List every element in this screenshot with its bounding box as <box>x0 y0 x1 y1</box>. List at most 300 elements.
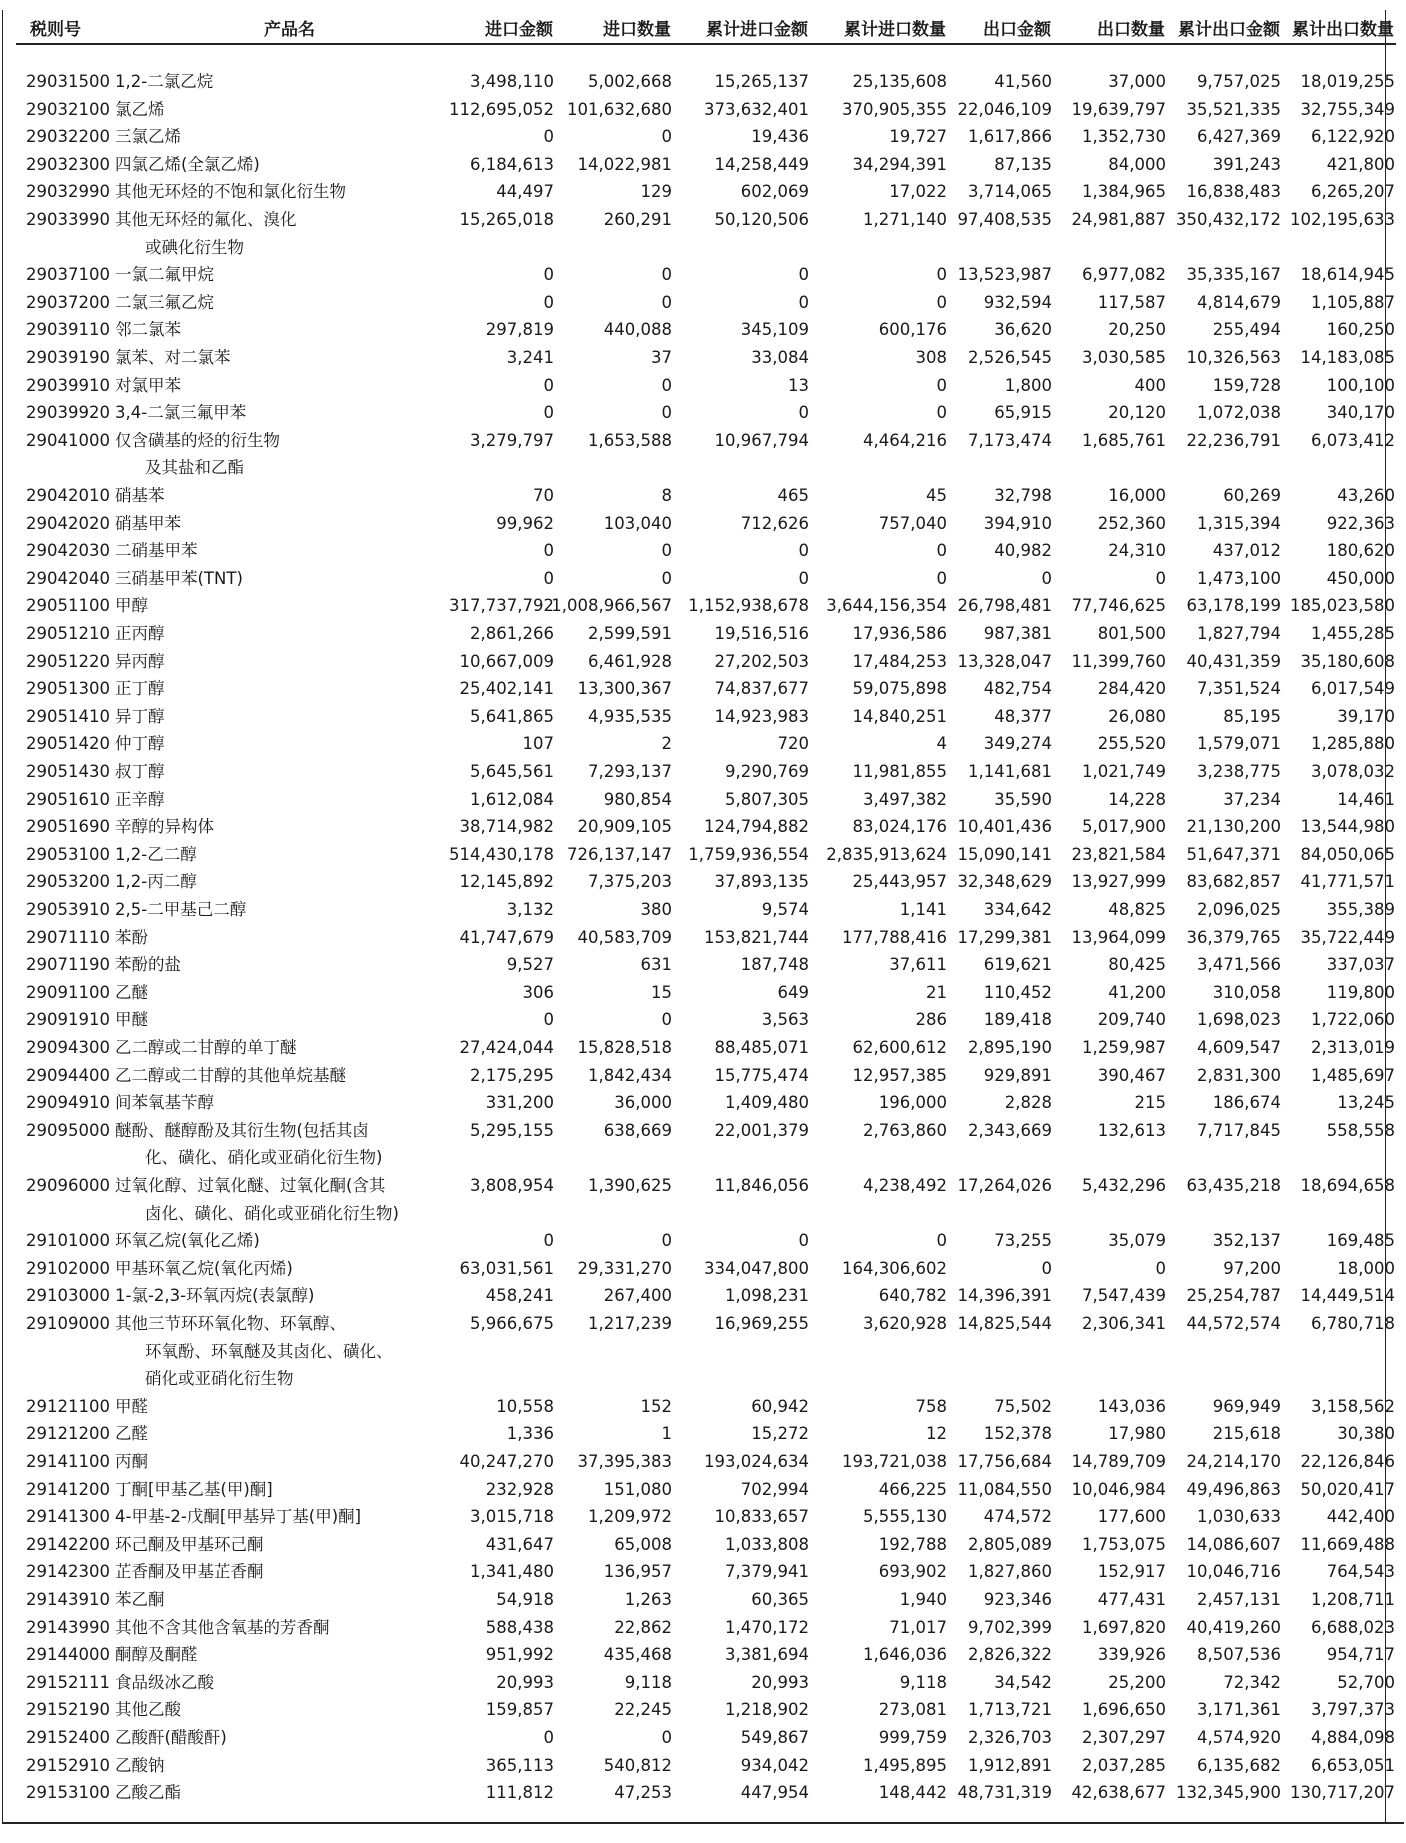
cumulative-import-amount: 22,001,379 <box>714 1120 809 1140</box>
cumulative-import-amount: 1,098,231 <box>725 1286 809 1306</box>
cumulative-import-quantity: 600,176 <box>878 320 947 340</box>
export-quantity: 339,926 <box>1097 1645 1166 1665</box>
cumulative-export-quantity: 43,260 <box>1337 486 1395 505</box>
table-row <box>14 703 1398 731</box>
cumulative-export-quantity: 18,000 <box>1337 1258 1395 1278</box>
tariff-code: 29037100 <box>26 265 110 285</box>
cumulative-export-amount: 2,096,025 <box>1197 900 1281 919</box>
tariff-code: 29103000 <box>26 1286 110 1306</box>
cumulative-export-amount: 8,507,536 <box>1197 1645 1281 1665</box>
product-name: 食品级冰乙酸 <box>115 1672 214 1692</box>
cumulative-export-amount: 14,086,607 <box>1186 1534 1281 1554</box>
cumulative-import-quantity: 4,464,216 <box>863 430 947 450</box>
table-row <box>14 924 1398 952</box>
table-row <box>14 510 1398 538</box>
cumulative-export-quantity: 14,461 <box>1337 789 1395 809</box>
export-amount: 17,264,026 <box>957 1176 1052 1195</box>
export-quantity: 1,352,730 <box>1082 127 1166 147</box>
export-quantity: 152,917 <box>1097 1562 1166 1582</box>
import-quantity: 36,000 <box>614 1093 672 1113</box>
table-row <box>14 675 1398 703</box>
export-amount: 334,642 <box>983 900 1052 919</box>
cumulative-import-amount: 193,024,634 <box>704 1452 809 1471</box>
cumulative-export-amount: 72,342 <box>1223 1672 1281 1692</box>
import-amount: 99,962 <box>496 513 554 533</box>
table-row <box>14 482 1398 510</box>
tariff-code: 29042040 <box>26 568 110 588</box>
import-amount: 112,695,052 <box>449 99 554 119</box>
cumulative-import-quantity: 693,902 <box>878 1562 947 1582</box>
cumulative-export-quantity: 3,797,373 <box>1311 1700 1395 1720</box>
export-quantity: 20,120 <box>1108 403 1166 423</box>
import-amount: 15,265,018 <box>459 210 554 229</box>
export-quantity: 5,017,900 <box>1082 817 1166 837</box>
tariff-code: 29152910 <box>26 1755 110 1775</box>
cumulative-export-amount: 60,269 <box>1223 486 1281 505</box>
cumulative-import-amount: 60,942 <box>751 1396 809 1416</box>
import-quantity: 22,862 <box>614 1617 672 1637</box>
cumulative-export-quantity: 6,122,920 <box>1311 127 1395 147</box>
import-amount: 458,241 <box>485 1286 554 1306</box>
export-quantity: 2,306,341 <box>1082 1314 1166 1333</box>
cumulative-import-quantity: 0 <box>936 292 947 312</box>
cumulative-import-amount: 124,794,882 <box>704 817 809 837</box>
cumulative-import-quantity: 83,024,176 <box>852 817 947 837</box>
import-quantity: 65,008 <box>614 1534 672 1554</box>
export-quantity: 1,753,075 <box>1082 1534 1166 1554</box>
export-quantity: 7,547,439 <box>1082 1286 1166 1306</box>
table-row <box>14 1117 1398 1172</box>
export-quantity: 14,789,709 <box>1071 1452 1166 1471</box>
cumulative-import-amount: 27,202,503 <box>714 651 809 671</box>
cumulative-import-amount: 60,365 <box>751 1590 809 1609</box>
cumulative-import-amount: 9,574 <box>761 900 809 919</box>
table-row <box>14 979 1398 1007</box>
cumulative-import-amount: 19,516,516 <box>714 624 809 643</box>
export-quantity: 20,250 <box>1108 320 1166 340</box>
import-quantity: 1,008,966,567 <box>551 596 672 616</box>
tariff-code: 29109000 <box>26 1314 110 1333</box>
table-row <box>14 1614 1398 1642</box>
export-quantity: 2,037,285 <box>1082 1755 1166 1775</box>
tariff-code: 29037200 <box>26 292 110 312</box>
cumulative-import-amount: 1,218,902 <box>725 1700 809 1720</box>
export-quantity: 255,520 <box>1097 734 1166 754</box>
tariff-code: 29142300 <box>26 1562 110 1582</box>
tariff-code: 29051610 <box>26 789 110 809</box>
export-amount: 41,560 <box>994 72 1052 91</box>
import-amount: 107 <box>522 734 554 754</box>
import-quantity: 22,245 <box>614 1700 672 1720</box>
cumulative-export-quantity: 2,313,019 <box>1311 1038 1395 1057</box>
cumulative-import-quantity: 17,022 <box>889 182 947 202</box>
export-amount: 97,408,535 <box>957 210 1052 229</box>
table-row <box>14 620 1398 648</box>
cumulative-import-quantity: 19,727 <box>889 127 947 147</box>
import-quantity: 151,080 <box>603 1479 672 1499</box>
export-quantity: 2,307,297 <box>1082 1728 1166 1747</box>
tariff-code: 29091910 <box>26 1010 110 1030</box>
tariff-code: 29152190 <box>26 1700 110 1720</box>
import-quantity: 37,395,383 <box>577 1452 672 1471</box>
export-amount: 32,798 <box>994 486 1052 505</box>
product-name: 间苯氧基苄醇 <box>115 1093 214 1113</box>
cumulative-export-quantity: 35,180,608 <box>1300 651 1395 671</box>
tariff-code: 29141300 <box>26 1507 110 1527</box>
export-amount: 73,255 <box>994 1231 1052 1251</box>
cumulative-import-quantity: 17,484,253 <box>852 651 947 671</box>
cumulative-import-amount: 1,409,480 <box>725 1093 809 1113</box>
import-quantity: 9,118 <box>624 1672 672 1692</box>
cumulative-import-quantity: 59,075,898 <box>852 679 947 699</box>
import-quantity: 1,263 <box>624 1590 672 1609</box>
table-row <box>14 951 1398 979</box>
cumulative-import-amount: 20,993 <box>751 1672 809 1692</box>
cumulative-export-quantity: 450,000 <box>1326 568 1395 588</box>
tariff-code: 29143910 <box>26 1590 110 1609</box>
table-row <box>14 537 1398 565</box>
product-name: 其他三节环环氧化物、环氧醇、 <box>115 1314 346 1333</box>
tariff-code: 29039110 <box>26 320 110 340</box>
table-row <box>14 1310 1398 1393</box>
export-amount: 1,800 <box>1004 375 1052 395</box>
cumulative-export-quantity: 102,195,633 <box>1290 210 1395 229</box>
tariff-code: 29091100 <box>26 982 110 1002</box>
cumulative-export-quantity: 30,380 <box>1337 1424 1395 1444</box>
cumulative-import-quantity: 177,788,416 <box>842 927 947 947</box>
import-amount: 9,527 <box>506 955 554 975</box>
export-amount: 22,046,109 <box>957 99 1052 119</box>
import-quantity: 5,002,668 <box>588 72 672 91</box>
cumulative-export-amount: 83,682,857 <box>1186 872 1281 892</box>
product-name-continued: 硝化或亚硝化衍生物 <box>145 1369 294 1389</box>
cumulative-export-quantity: 41,771,571 <box>1300 872 1395 892</box>
cumulative-export-amount: 3,171,361 <box>1197 1700 1281 1720</box>
cumulative-export-quantity: 35,722,449 <box>1300 927 1395 947</box>
table-row <box>14 841 1398 869</box>
cumulative-export-quantity: 160,250 <box>1326 320 1395 340</box>
cumulative-import-quantity: 3,620,928 <box>863 1314 947 1333</box>
import-quantity: 631 <box>640 955 672 975</box>
cumulative-export-quantity: 185,023,580 <box>1290 596 1395 616</box>
export-amount: 152,378 <box>983 1424 1052 1444</box>
export-quantity: 5,432,296 <box>1082 1176 1166 1195</box>
export-quantity: 1,685,761 <box>1082 430 1166 450</box>
import-quantity: 47,253 <box>614 1783 672 1803</box>
export-amount: 349,274 <box>983 734 1052 754</box>
cumulative-import-amount: 187,748 <box>740 955 809 975</box>
export-amount: 13,328,047 <box>957 651 1052 671</box>
cumulative-import-quantity: 12,957,385 <box>852 1065 947 1085</box>
product-name: 正丙醇 <box>115 624 165 643</box>
export-quantity: 1,384,965 <box>1082 182 1166 202</box>
import-quantity: 152 <box>640 1396 672 1416</box>
cumulative-export-amount: 4,609,547 <box>1197 1038 1281 1057</box>
import-amount: 0 <box>543 1728 554 1747</box>
import-amount: 159,857 <box>485 1700 554 1720</box>
export-quantity: 1,696,650 <box>1082 1700 1166 1720</box>
cumulative-export-amount: 21,130,200 <box>1186 817 1281 837</box>
export-quantity: 84,000 <box>1108 154 1166 174</box>
export-amount: 32,348,629 <box>957 872 1052 892</box>
cumulative-import-quantity: 1,646,036 <box>863 1645 947 1665</box>
product-name: 其他不含其他含氧基的芳香酮 <box>115 1617 330 1637</box>
cumulative-import-quantity: 370,905,355 <box>842 99 947 119</box>
cumulative-import-amount: 465 <box>777 486 809 505</box>
cumulative-import-amount: 10,833,657 <box>714 1507 809 1527</box>
tariff-code: 29096000 <box>26 1176 110 1195</box>
table-row <box>14 399 1398 427</box>
product-name: 苯乙酮 <box>115 1590 165 1609</box>
product-name: 苯酚 <box>115 927 148 947</box>
cumulative-export-quantity: 13,544,980 <box>1300 817 1395 837</box>
import-amount: 0 <box>543 1010 554 1030</box>
import-quantity: 380 <box>640 900 672 919</box>
product-name: 甲醛 <box>115 1396 148 1416</box>
tariff-code: 29053910 <box>26 900 110 919</box>
cumulative-export-amount: 7,351,524 <box>1197 679 1281 699</box>
cumulative-import-quantity: 71,017 <box>889 1617 947 1637</box>
cumulative-export-amount: 63,435,218 <box>1186 1176 1281 1195</box>
cumulative-export-amount: 40,431,359 <box>1186 651 1281 671</box>
cumulative-export-amount: 1,072,038 <box>1197 403 1281 423</box>
product-name: 乙二醇或二甘醇的其他单烷基醚 <box>115 1065 346 1085</box>
export-quantity: 1,259,987 <box>1082 1038 1166 1057</box>
product-name-continued: 卤化、磺化、硝化或亚硝化衍生物) <box>145 1203 399 1223</box>
tariff-code: 29042030 <box>26 541 110 561</box>
cumulative-import-amount: 33,084 <box>751 348 809 367</box>
export-quantity: 0 <box>1155 1258 1166 1278</box>
cumulative-import-amount: 720 <box>777 734 809 754</box>
product-name: 甲基环氧乙烷(氧化丙烯) <box>115 1258 293 1278</box>
import-quantity: 103,040 <box>603 513 672 533</box>
product-name: 仲丁醇 <box>115 734 165 754</box>
cumulative-import-amount: 7,379,941 <box>725 1562 809 1582</box>
cumulative-export-quantity: 13,245 <box>1337 1093 1395 1113</box>
table-row <box>14 178 1398 206</box>
import-amount: 0 <box>543 1231 554 1251</box>
import-amount: 2,175,295 <box>470 1065 554 1085</box>
export-amount: 1,912,891 <box>968 1755 1052 1775</box>
export-quantity: 400 <box>1134 375 1166 395</box>
cumulative-export-amount: 6,135,682 <box>1197 1755 1281 1775</box>
table-row <box>14 1531 1398 1559</box>
cumulative-import-amount: 0 <box>798 1231 809 1251</box>
export-quantity: 77,746,625 <box>1071 596 1166 616</box>
product-name: 硝基苯 <box>115 486 165 505</box>
tariff-code: 29144000 <box>26 1645 110 1665</box>
cumulative-export-amount: 352,137 <box>1212 1231 1281 1251</box>
product-name: 甲醇 <box>115 596 148 616</box>
export-quantity: 13,964,099 <box>1071 927 1166 947</box>
product-name: 环氧乙烷(氧化乙烯) <box>115 1231 260 1251</box>
table-row <box>14 1724 1398 1752</box>
export-amount: 35,590 <box>994 789 1052 809</box>
import-quantity: 726,137,147 <box>567 844 672 864</box>
cumulative-export-amount: 969,949 <box>1212 1396 1281 1416</box>
product-name: 乙酸乙酯 <box>115 1783 181 1803</box>
cumulative-import-amount: 50,120,506 <box>714 210 809 229</box>
table-row <box>14 1558 1398 1586</box>
export-quantity: 252,360 <box>1097 513 1166 533</box>
import-amount: 0 <box>543 568 554 588</box>
export-amount: 474,572 <box>983 1507 1052 1527</box>
import-amount: 10,667,009 <box>459 651 554 671</box>
cumulative-import-amount: 16,969,255 <box>714 1314 809 1333</box>
export-quantity: 80,425 <box>1108 955 1166 975</box>
export-amount: 2,895,190 <box>968 1038 1052 1057</box>
import-quantity: 0 <box>661 375 672 395</box>
cumulative-export-amount: 40,419,260 <box>1186 1617 1281 1637</box>
import-quantity: 4,935,535 <box>588 706 672 726</box>
product-name: 异丁醇 <box>115 706 165 726</box>
tariff-code: 29032200 <box>26 127 110 147</box>
cumulative-export-amount: 1,473,100 <box>1197 568 1281 588</box>
import-amount: 431,647 <box>485 1534 554 1554</box>
cumulative-export-quantity: 3,158,562 <box>1311 1396 1395 1416</box>
cumulative-export-quantity: 6,265,207 <box>1311 182 1395 202</box>
cumulative-import-quantity: 2,835,913,624 <box>826 844 947 864</box>
import-amount: 331,200 <box>485 1093 554 1113</box>
product-name: 正辛醇 <box>115 789 165 809</box>
import-amount: 27,424,044 <box>459 1038 554 1057</box>
cumulative-export-amount: 159,728 <box>1212 375 1281 395</box>
cumulative-export-quantity: 3,078,032 <box>1311 762 1395 781</box>
cumulative-import-amount: 447,954 <box>740 1783 809 1803</box>
import-quantity: 129 <box>640 182 672 202</box>
import-quantity: 13,300,367 <box>577 679 672 699</box>
export-quantity: 215 <box>1134 1093 1166 1113</box>
cumulative-import-quantity: 3,644,156,354 <box>826 596 947 616</box>
export-quantity: 6,977,082 <box>1082 265 1166 285</box>
cumulative-export-quantity: 1,455,285 <box>1311 624 1395 643</box>
import-amount: 0 <box>543 375 554 395</box>
cumulative-export-quantity: 1,105,887 <box>1311 292 1395 312</box>
cumulative-export-amount: 35,335,167 <box>1186 265 1281 285</box>
cumulative-export-quantity: 22,126,846 <box>1300 1452 1395 1471</box>
header-rule <box>16 43 1396 45</box>
import-quantity: 0 <box>661 292 672 312</box>
import-quantity: 0 <box>661 541 672 561</box>
table-row <box>14 565 1398 593</box>
import-amount: 10,558 <box>496 1396 554 1416</box>
product-name: 乙酸酐(醋酸酐) <box>115 1728 227 1747</box>
cumulative-import-amount: 0 <box>798 541 809 561</box>
cumulative-export-amount: 85,195 <box>1223 706 1281 726</box>
table-row <box>14 1282 1398 1310</box>
product-name: 其他无环烃的氟化、溴化 <box>115 210 297 229</box>
import-amount: 41,747,679 <box>459 927 554 947</box>
export-amount: 9,702,399 <box>968 1617 1052 1637</box>
cumulative-import-amount: 0 <box>798 292 809 312</box>
table-row <box>14 1393 1398 1421</box>
import-quantity: 2 <box>661 734 672 754</box>
cumulative-export-quantity: 119,800 <box>1326 982 1395 1002</box>
cumulative-export-quantity: 100,100 <box>1326 375 1395 395</box>
table-row <box>14 1420 1398 1448</box>
export-amount: 923,346 <box>983 1590 1052 1609</box>
table-row <box>14 813 1398 841</box>
cumulative-export-quantity: 18,694,658 <box>1300 1176 1395 1195</box>
export-quantity: 801,500 <box>1097 624 1166 643</box>
tariff-code: 29071110 <box>26 927 110 947</box>
cumulative-import-quantity: 3,497,382 <box>863 789 947 809</box>
trade-statistics-table <box>14 10 1398 1803</box>
table-row <box>14 730 1398 758</box>
export-quantity: 143,036 <box>1097 1396 1166 1416</box>
export-quantity: 477,431 <box>1097 1590 1166 1609</box>
export-quantity: 177,600 <box>1097 1507 1166 1527</box>
export-amount: 1,827,860 <box>968 1562 1052 1582</box>
cumulative-import-quantity: 273,081 <box>878 1700 947 1720</box>
import-amount: 365,113 <box>485 1755 554 1775</box>
tariff-code: 29152400 <box>26 1728 110 1747</box>
cumulative-import-quantity: 0 <box>936 375 947 395</box>
tariff-code: 29143990 <box>26 1617 110 1637</box>
product-name: 对氯甲苯 <box>115 375 181 395</box>
export-amount: 87,135 <box>994 154 1052 174</box>
import-quantity: 540,812 <box>603 1755 672 1775</box>
import-quantity: 8 <box>661 486 672 505</box>
cumulative-import-amount: 0 <box>798 265 809 285</box>
cumulative-import-quantity: 1,271,140 <box>863 210 947 229</box>
cumulative-import-quantity: 25,135,608 <box>852 72 947 91</box>
import-quantity: 267,400 <box>603 1286 672 1306</box>
export-amount: 2,343,669 <box>968 1120 1052 1140</box>
import-quantity: 0 <box>661 1728 672 1747</box>
export-quantity: 19,639,797 <box>1071 99 1166 119</box>
cumulative-export-quantity: 6,073,412 <box>1311 430 1395 450</box>
cumulative-export-amount: 97,200 <box>1223 1258 1281 1278</box>
tariff-code: 29051420 <box>26 734 110 754</box>
import-quantity: 0 <box>661 265 672 285</box>
import-amount: 0 <box>543 265 554 285</box>
product-name: 三硝基甲苯(TNT) <box>115 568 243 588</box>
cumulative-export-quantity: 130,717,207 <box>1290 1783 1395 1803</box>
export-amount: 2,526,545 <box>968 348 1052 367</box>
cumulative-export-quantity: 18,019,255 <box>1300 72 1395 91</box>
product-name: 辛醇的异构体 <box>115 817 214 837</box>
cumulative-export-amount: 10,326,563 <box>1186 348 1281 367</box>
table-row <box>14 1227 1398 1255</box>
product-name-continued: 环氧酚、环氧醚及其卤化、磺化、 <box>145 1341 393 1361</box>
cumulative-export-amount: 132,345,900 <box>1176 1783 1281 1803</box>
import-amount: 1,336 <box>506 1424 554 1444</box>
cumulative-import-quantity: 308 <box>915 348 947 367</box>
export-amount: 26,798,481 <box>957 596 1052 616</box>
cumulative-export-amount: 44,572,574 <box>1186 1314 1281 1333</box>
cumulative-export-amount: 6,427,369 <box>1197 127 1281 147</box>
export-quantity: 1,021,749 <box>1082 762 1166 781</box>
cumulative-import-amount: 712,626 <box>740 513 809 533</box>
cumulative-export-amount: 24,214,170 <box>1186 1452 1281 1471</box>
cumulative-import-quantity: 0 <box>936 541 947 561</box>
frame-right-border <box>1385 10 1386 1824</box>
import-quantity: 40,583,709 <box>577 927 672 947</box>
export-amount: 17,756,684 <box>957 1452 1052 1471</box>
export-amount: 2,326,703 <box>968 1728 1052 1747</box>
product-name: 1,2-乙二醇 <box>115 844 197 864</box>
cumulative-export-amount: 1,030,633 <box>1197 1507 1281 1527</box>
import-amount: 3,132 <box>506 900 554 919</box>
cumulative-export-quantity: 52,700 <box>1337 1672 1395 1692</box>
cumulative-export-amount: 4,814,679 <box>1197 292 1281 312</box>
tariff-code: 29031500 <box>26 72 110 91</box>
cumulative-import-amount: 1,759,936,554 <box>688 844 809 864</box>
import-quantity: 260,291 <box>603 210 672 229</box>
import-amount: 306 <box>522 982 554 1002</box>
cumulative-export-amount: 1,315,394 <box>1197 513 1281 533</box>
